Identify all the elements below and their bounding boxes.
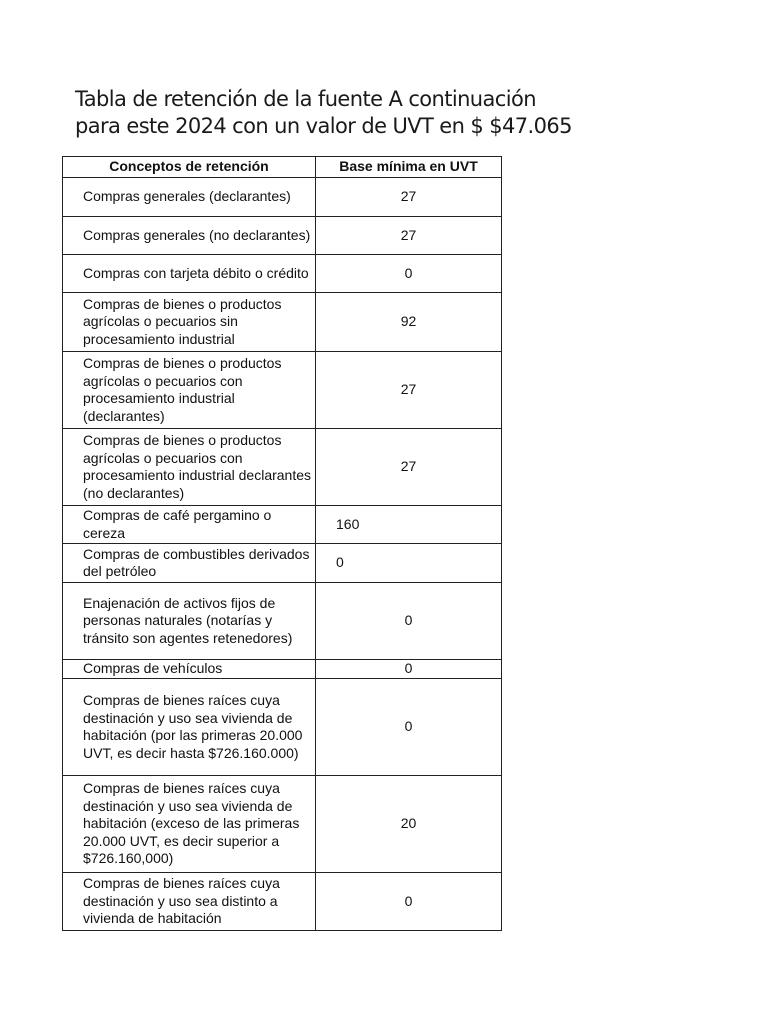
concept-cell: Compras de bienes o productos agrícolas o pecuarios con procesamiento industrial declarantes (no declarantes) [63, 429, 316, 506]
concept-cell: Compras de vehículos [63, 660, 316, 679]
table-row [63, 429, 502, 506]
base-cell: 20 [316, 776, 502, 873]
base-cell: 0 [316, 679, 502, 776]
base-cell: 0 [316, 544, 502, 583]
base-cell: 92 [316, 293, 502, 352]
concept-cell: Compras generales (declarantes) [63, 178, 316, 217]
table-row [63, 776, 502, 873]
concept-cell: Compras de café pergamino o cereza [63, 506, 316, 544]
table-row [63, 217, 502, 255]
concept-cell: Enajenación de activos fijos de personas naturales (notarías y tránsito son agentes retenedores) [63, 583, 316, 660]
concept-cell: Compras de bienes raíces cuya destinación y uso sea distinto a vivienda de habitación [63, 873, 316, 931]
table-row [63, 873, 502, 931]
concept-cell: Compras de bienes o productos agrícolas o pecuarios sin procesamiento industrial [63, 293, 316, 352]
base-cell: 27 [316, 352, 502, 429]
retention-table [62, 156, 502, 931]
base-cell: 27 [316, 429, 502, 506]
table-row [63, 255, 502, 293]
table-row [63, 660, 502, 679]
concept-cell: Compras de bienes raíces cuya destinación y uso sea vivienda de habitación (exceso de las primeras 20.000 UVT, es decir superior a $726.160,000) [63, 776, 316, 873]
base-cell: 0 [316, 583, 502, 660]
table-row [63, 583, 502, 660]
table-row [63, 293, 502, 352]
concept-cell: Compras de combustibles derivados del petróleo [63, 544, 316, 583]
concept-cell: Compras generales (no declarantes) [63, 217, 316, 255]
base-cell: 27 [316, 217, 502, 255]
table-row [63, 679, 502, 776]
base-cell: 0 [316, 660, 502, 679]
concept-cell: Compras con tarjeta débito o crédito [63, 255, 316, 293]
table-row [63, 178, 502, 217]
base-cell: 0 [316, 255, 502, 293]
header-concepts: Conceptos de retención [63, 157, 316, 178]
table-row [63, 352, 502, 429]
title-line-1: Tabla de retención de la fuente A continuación [75, 87, 536, 111]
header-row [63, 157, 502, 178]
header-base: Base mínima en UVT [316, 157, 502, 178]
base-cell: 27 [316, 178, 502, 217]
table-row [63, 544, 502, 583]
concept-cell: Compras de bienes raíces cuya destinación y uso sea vivienda de habitación (por las primeras 20.000 UVT, es decir hasta $726.160.000) [63, 679, 316, 776]
concept-cell: Compras de bienes o productos agrícolas o pecuarios con procesamiento industrial (declarantes) [63, 352, 316, 429]
table-row [63, 506, 502, 544]
title-line-2: para este 2024 con un valor de UVT en $ $47.065 [75, 114, 572, 138]
document-title [75, 86, 572, 140]
base-cell: 160 [316, 506, 502, 544]
base-cell: 0 [316, 873, 502, 931]
